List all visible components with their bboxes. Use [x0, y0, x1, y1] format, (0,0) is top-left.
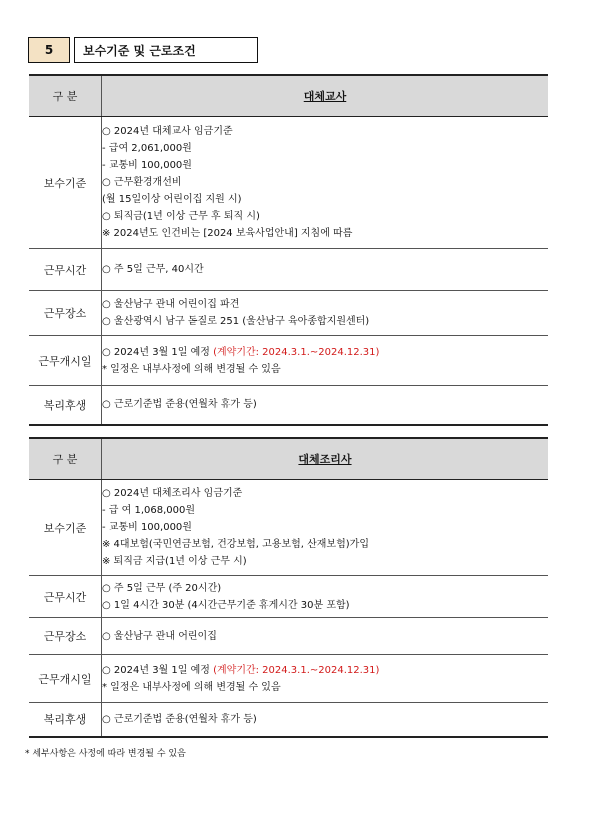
substitute-cook-table [29, 437, 548, 738]
contract-period: (계약기간: 2024.3.1.~2024.12.31) [213, 664, 380, 676]
table-header-row [29, 438, 548, 480]
place-label: 근무장소 [29, 291, 102, 336]
start-note: * 일정은 내부사정에 의해 변경될 수 있음 [102, 681, 281, 693]
start-row [29, 336, 548, 386]
welfare-value [102, 703, 549, 737]
pay-label: 보수기준 [29, 117, 102, 249]
pay-line: ○ 근무환경개선비 [102, 177, 182, 188]
welfare-label: 복리후생 [29, 386, 102, 425]
section-title: 보수기준 및 근로조건 [74, 37, 258, 63]
welfare-line: ○ 근로기준법 준용(연월차 휴가 등) [102, 713, 257, 725]
pay-value [102, 480, 549, 576]
contract-period: (계약기간: 2024.3.1.~2024.12.31) [213, 346, 380, 358]
pay-line: - 급 여 1,068,000원 [102, 505, 196, 516]
pay-line: ○ 2024년 대체교사 임금기준 [102, 126, 233, 137]
hours-row [29, 249, 548, 291]
header-position: 대체조리사 [102, 438, 549, 480]
hours-value [102, 576, 549, 618]
hours-label: 근무시간 [29, 249, 102, 291]
welfare-value [102, 386, 549, 425]
place-line: ○ 울산남구 관내 어린이집 [102, 630, 217, 642]
footnote: * 세부사항은 사정에 따라 변경될 수 있음 [25, 749, 186, 759]
header-category: 구 분 [29, 75, 102, 117]
pay-line: ※ 2024년도 인건비는 [2024 보육사업안내] 지침에 따름 [102, 228, 353, 239]
place-value [102, 291, 549, 336]
pay-line: ※ 퇴직금 지급(1년 이상 근무 시) [102, 556, 247, 567]
place-line: ○ 울산광역시 남구 돋질로 251 (울산남구 육아종합지원센터) [102, 316, 370, 327]
start-value [102, 336, 549, 386]
start-note: * 일정은 내부사정에 의해 변경될 수 있음 [102, 363, 281, 375]
welfare-line: ○ 근로기준법 준용(연월차 휴가 등) [102, 399, 257, 411]
pay-line: ○ 퇴직금(1년 이상 근무 후 퇴직 시) [102, 211, 260, 222]
pay-row [29, 117, 548, 249]
place-row [29, 618, 548, 655]
pay-line: ※ 4대보험(국민연금보험, 건강보험, 고용보험, 산재보험)가입 [102, 539, 369, 550]
start-line: ○ 2024년 3월 1일 예정 (계약기간: 2024.3.1.~2024.12.31) [102, 664, 380, 676]
hours-label: 근무시간 [29, 576, 102, 618]
pay-line: ○ 2024년 대체조리사 임금기준 [102, 488, 243, 499]
pay-line: - 교통비 100,000원 [102, 160, 192, 171]
place-value [102, 618, 549, 655]
table-header-row [29, 75, 548, 117]
hours-row [29, 576, 548, 618]
start-label: 근무개시일 [29, 655, 102, 703]
pay-value [102, 117, 549, 249]
pay-line: (월 15일이상 어린이집 지원 시) [102, 194, 242, 205]
section-number: 5 [28, 37, 70, 63]
welfare-label: 복리후생 [29, 703, 102, 737]
hours-line: ○ 주 5일 근무, 40시간 [102, 264, 204, 275]
header-position: 대체교사 [102, 75, 549, 117]
place-line: ○ 울산남구 관내 어린이집 파견 [102, 299, 240, 310]
hours-line: ○ 주 5일 근무 (주 20시간) [102, 582, 222, 594]
pay-line: - 교통비 100,000원 [102, 522, 192, 533]
start-line: ○ 2024년 3월 1일 예정 (계약기간: 2024.3.1.~2024.12.31) [102, 346, 380, 358]
place-label: 근무장소 [29, 618, 102, 655]
hours-value [102, 249, 549, 291]
section-header [28, 37, 258, 63]
header-category: 구 분 [29, 438, 102, 480]
welfare-row [29, 386, 548, 425]
pay-label: 보수기준 [29, 480, 102, 576]
substitute-teacher-table [29, 74, 548, 426]
start-label: 근무개시일 [29, 336, 102, 386]
pay-line: - 급여 2,061,000원 [102, 143, 192, 154]
start-value [102, 655, 549, 703]
place-row [29, 291, 548, 336]
hours-line: ○ 1일 4시간 30분 (4시간근무기준 휴게시간 30분 포함) [102, 599, 350, 611]
pay-row [29, 480, 548, 576]
welfare-row [29, 703, 548, 737]
start-row [29, 655, 548, 703]
